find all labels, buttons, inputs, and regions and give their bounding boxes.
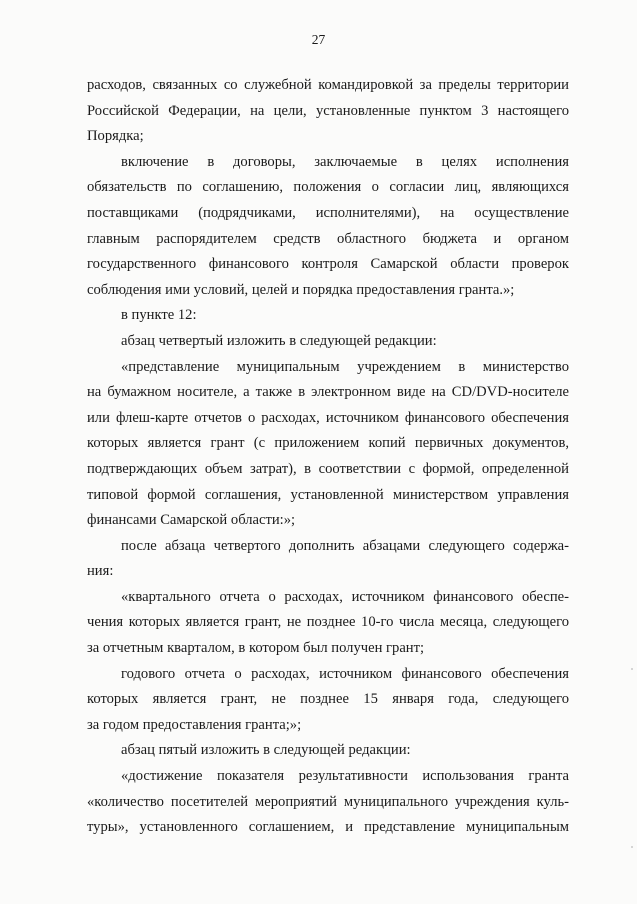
text-line: на бумажном носителе, а также в электронном виде на CD/DVD-носителе xyxy=(87,384,569,401)
text-line: которых является грант (с приложением копий первичных документов, xyxy=(87,435,569,452)
text-line: абзац пятый изложить в следующей редакции: xyxy=(121,742,411,759)
scan-speck xyxy=(631,846,633,848)
text-line: которых является грант, не позднее 15 января года, следующего xyxy=(87,691,569,708)
text-line: «представление муниципальным учреждением в министерство xyxy=(121,358,569,375)
text-line: соблюдения ими условий, целей и порядка предоставления гранта.»; xyxy=(87,281,515,298)
text-line: включение в договоры, заключаемые в целях исполнения xyxy=(121,153,569,170)
body-text xyxy=(87,73,569,841)
scan-speck xyxy=(631,668,633,670)
text-line: типовой формой соглашения, установленной министерством управления xyxy=(87,486,569,503)
text-line: абзац четвертый изложить в следующей редакции: xyxy=(121,332,437,349)
text-line: за годом предоставления гранта;»; xyxy=(87,716,302,733)
text-line: в пункте 12: xyxy=(121,307,197,324)
text-line: Российской Федерации, на цели, установленные пунктом 3 настоящего xyxy=(87,102,569,119)
text-line: ния: xyxy=(87,563,114,580)
text-line: после абзаца четвертого дополнить абзацами следующего содержа- xyxy=(121,537,569,554)
text-line: за отчетным кварталом, в котором был получен грант; xyxy=(87,640,425,657)
text-line: финансами Самарской области:»; xyxy=(87,512,296,529)
text-line: расходов, связанных со служебной командировкой за пределы территории xyxy=(87,77,569,93)
text-line: «квартального отчета о расходах, источником финансового обеспе- xyxy=(121,588,569,605)
text-line: годового отчета о расходах, источником финансового обеспечения xyxy=(121,665,569,682)
text-line: государственного финансового контроля Самарской области проверок xyxy=(87,256,569,273)
page-number: 27 xyxy=(311,32,326,47)
text-line: туры», установленного соглашением, и представление муниципальным xyxy=(87,819,569,836)
text-line: или флеш-карте отчетов о расходах, источником финансового обеспечения xyxy=(87,409,569,426)
text-line: поставщиками (подрядчиками, исполнителями), на осуществление xyxy=(87,204,569,221)
text-line: главным распорядителем средств областного бюджета и органом xyxy=(87,230,569,247)
text-line: подтверждающих объем затрат), в соответствии с формой, определенной xyxy=(87,460,569,477)
text-line: «количество посетителей мероприятий муниципального учреждения куль- xyxy=(87,793,569,810)
text-line: Порядка; xyxy=(87,128,144,145)
text-line: обязательств по соглашению, положения о согласии лиц, являющихся xyxy=(87,179,569,196)
text-line: чения которых является грант, не позднее 10-го числа месяца, следующего xyxy=(87,614,569,631)
text-line: «достижение показателя результативности использования гранта xyxy=(121,768,569,785)
